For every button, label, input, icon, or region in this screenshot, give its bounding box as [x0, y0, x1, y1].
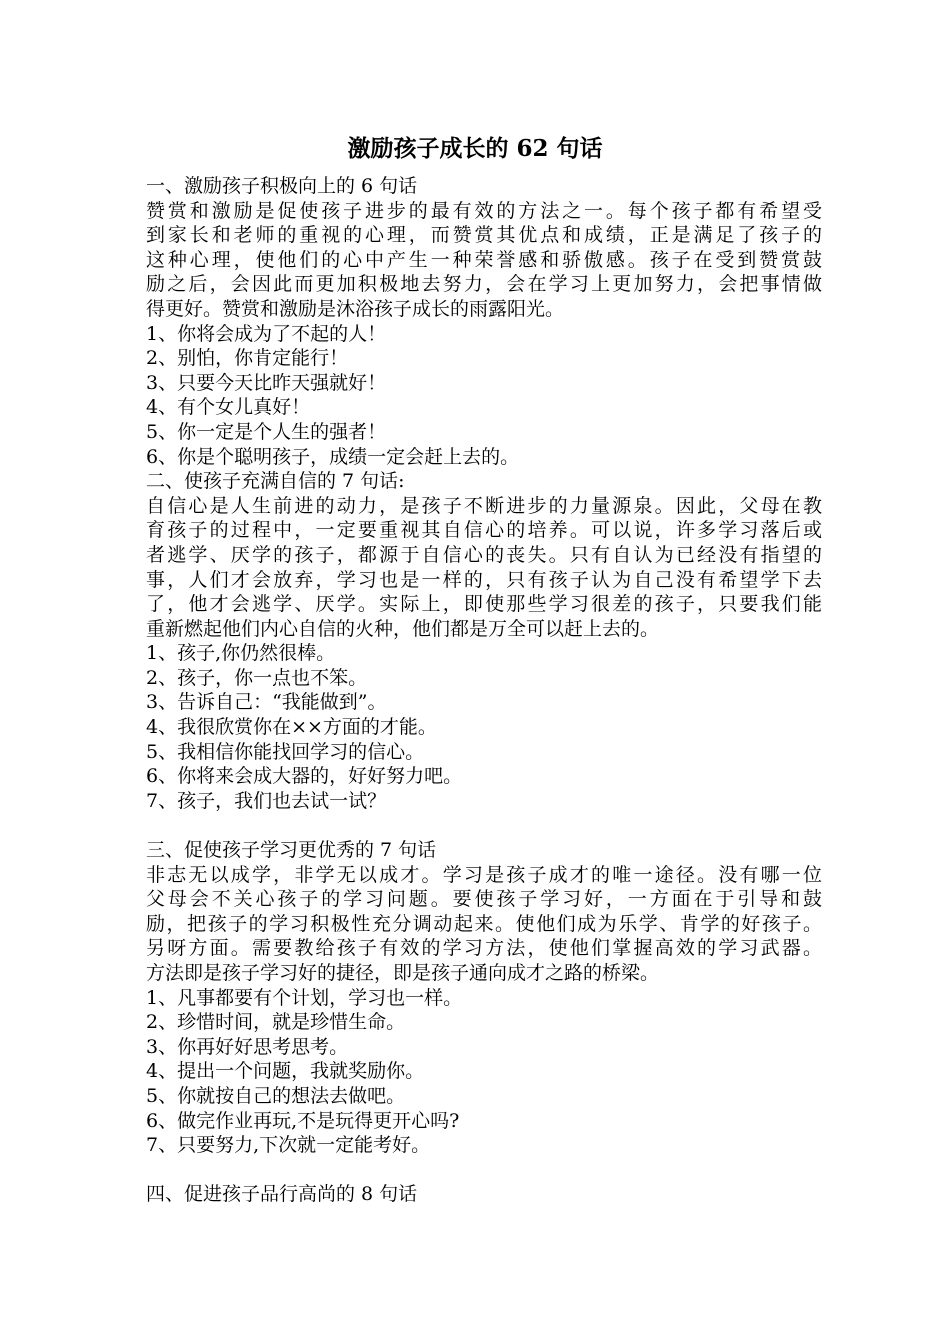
document-title: 激励孩子成长的 62 句话	[347, 135, 603, 162]
blank-line	[146, 1158, 822, 1183]
list-item: 5、我相信你能找回学习的信心。	[146, 740, 425, 763]
list-item: 7、孩子，我们也去试一试？	[146, 789, 387, 812]
paragraph-line: 另呀方面。需要教给孩子有效的学习方法，使他们掌握高效的学习武器。	[146, 937, 822, 960]
paragraph-line: 方法即是孩子学习好的捷径，即是孩子通向成才之路的桥梁。	[146, 962, 660, 984]
paragraph-line: 励，把孩子的学习积极性充分调动起来。使他们成为乐学、肯学的好孩子。	[146, 912, 822, 935]
paragraph-line: 自信心是人生前进的动力，是孩子不断进步的力量源泉。因此，父母在教	[146, 494, 822, 517]
list-item: 2、珍惜时间，就是珍惜生命。	[146, 1011, 406, 1034]
list-item: 4、有个女儿真好！	[146, 396, 311, 419]
list-item: 5、你一定是个人生的强者！	[146, 420, 387, 443]
section-heading-2: 二、使孩子充满自信的 7 句话:	[146, 470, 405, 493]
list-item: 1、孩子,你仍然很棒。	[146, 642, 336, 665]
paragraph-line: 父母会不关心孩子的学习问题。要使孩子学习好，一方面在于引导和鼓	[146, 888, 822, 911]
list-item: 1、你将会成为了不起的人！	[146, 322, 387, 345]
list-item: 2、孩子，你一点也不笨。	[146, 666, 368, 689]
section-heading-1: 一、激励孩子积极向上的 6 句话	[146, 175, 418, 197]
blank-line	[146, 813, 822, 838]
list-item: 1、凡事都要有个计划，学习也一样。	[146, 986, 463, 1009]
paragraph-line: 育孩子的过程中，一定要重视其自信心的培养。可以说，许多学习落后或	[146, 519, 822, 542]
list-item: 4、提出一个问题，我就奖励你。	[146, 1060, 425, 1083]
paragraph-line: 了，他才会逃学、厌学。实际上，即使那些学习很差的孩子，只要我们能	[146, 593, 822, 616]
paragraph-line: 重新燃起他们内心自信的火种，他们都是万全可以赶上去的。	[146, 617, 660, 640]
list-item: 6、做完作业再玩,不是玩得更开心吗?	[146, 1109, 460, 1132]
list-item: 6、你将来会成大器的，好好努力吧。	[146, 765, 463, 788]
list-item: 3、你再好好思考思考。	[146, 1035, 349, 1058]
paragraph-line: 非志无以成学，非学无以成才。学习是孩子成才的唯一途径。没有哪一位	[146, 863, 822, 886]
list-item: 2、别怕，你肯定能行！	[146, 347, 349, 370]
paragraph-line: 这种心理，使他们的心中产生一种荣誉感和骄傲感。孩子在受到赞赏鼓	[146, 248, 822, 271]
paragraph-line: 者逃学、厌学的孩子，都源于自信心的丧失。只有自认为已经没有指望的	[146, 543, 822, 566]
paragraph-line: 得更好。赞赏和激励是沐浴孩子成长的雨露阳光。	[146, 297, 565, 320]
list-item: 3、告诉自己：“我能做到”。	[146, 691, 387, 714]
paragraph-line: 到家长和老师的重视的心理，而赞赏其优点和成绩，正是满足了孩子的	[146, 224, 822, 247]
paragraph-line: 事，人们才会放弃，学习也是一样的，只有孩子认为自己没有希望学下去	[146, 568, 822, 591]
list-item: 4、我很欣赏你在××方面的才能。	[146, 716, 437, 739]
document-body	[146, 174, 822, 1207]
list-item: 5、你就按自己的想法去做吧。	[146, 1084, 406, 1107]
paragraph-line: 赞赏和激励是促使孩子进步的最有效的方法之一。每个孩子都有希望受	[146, 199, 822, 222]
list-item: 3、只要今天比昨天强就好！	[146, 371, 387, 394]
list-item: 7、只要努力,下次就一定能考好。	[146, 1134, 431, 1157]
paragraph-line: 励之后，会因此而更加积极地去努力，会在学习上更加努力，会把事情做	[146, 273, 822, 296]
section-heading-3: 三、促使孩子学习更优秀的 7 句话	[146, 839, 437, 862]
section-heading-4: 四、促进孩子品行高尚的 8 句话	[146, 1183, 418, 1206]
list-item: 6、你是个聪明孩子，成绩一定会赶上去的。	[146, 445, 520, 468]
